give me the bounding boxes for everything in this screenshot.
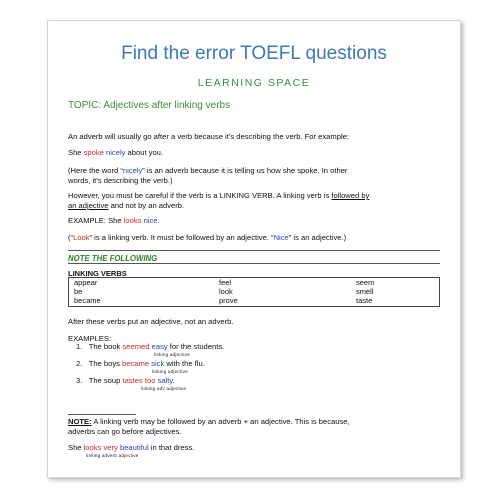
after-verbs-text: After these verbs put an adjective, not an adverb. — [68, 317, 234, 326]
final-example-adjective: beautiful — [119, 443, 149, 452]
verb-cell: prove — [219, 296, 238, 305]
however-paragraph — [68, 191, 442, 211]
example-number: 3. — [76, 376, 83, 385]
example-looks-nice — [68, 216, 442, 226]
linking-verbs-column-2 — [219, 278, 238, 305]
example-number: 1. — [76, 342, 83, 351]
example-after: . — [172, 376, 175, 385]
paren-close: ” is an adjective.) — [288, 233, 347, 242]
divider-bottom — [68, 263, 440, 264]
explain-word: nicely — [122, 166, 143, 175]
example-before: The soup — [88, 376, 123, 385]
linking-verbs-column-1 — [74, 278, 101, 305]
final-note-line-1: A linking verb may be followed by an adverb + an adjective. This is because, — [91, 417, 350, 426]
example-number: 2. — [76, 359, 83, 368]
example2-adjective: nice — [143, 216, 158, 225]
verb-cell: be — [74, 287, 83, 296]
explain-paragraph — [68, 166, 442, 186]
example-after: with the flu. — [164, 359, 205, 368]
final-note — [68, 417, 442, 437]
paren-open: (“ — [68, 233, 74, 242]
final-example-after: in that dress. — [148, 443, 195, 452]
example-before: The book — [88, 342, 123, 351]
linking-verbs-table — [68, 277, 440, 307]
final-example — [68, 443, 442, 453]
example-adjective: easy — [151, 342, 168, 351]
verb-cell: feel — [219, 278, 232, 287]
example2-verb: looks — [123, 216, 142, 225]
final-example-adverb: very — [103, 443, 118, 452]
example-item-2 — [76, 359, 205, 369]
intro-example-before: She — [68, 148, 84, 157]
divider-top — [68, 250, 440, 251]
verb-cell: seem — [356, 278, 375, 287]
note-heading: NOTE THE FOLLOWING — [68, 254, 158, 263]
however-underlined-1: followed by — [331, 191, 370, 200]
verb-cell: taste — [356, 296, 373, 305]
example-linking-verb: tastes — [122, 376, 143, 385]
linking-verbs-heading: LINKING VERBS — [68, 269, 127, 278]
explain-text-1: (Here the word “ — [68, 166, 123, 175]
paren-mid: ” is a linking verb. It must be followed by an adjective. “ — [89, 233, 274, 242]
verb-cell: appear — [74, 278, 98, 287]
look-nice-explanation — [68, 233, 442, 243]
intro-example-adverb: nicely — [106, 148, 126, 157]
example-item-3 — [76, 376, 175, 386]
page-subtitle: LEARNING SPACE — [197, 77, 311, 89]
final-note-line-2: adverbs can go before adjectives. — [68, 427, 182, 436]
example-item-1 — [76, 342, 224, 352]
example-3-tags: linking adv adjective — [141, 386, 187, 391]
linking-verbs-column-3 — [356, 278, 374, 305]
examples-heading: EXAMPLES: — [68, 334, 112, 343]
example-linking-verb: seemed — [122, 342, 150, 351]
document-page — [47, 20, 461, 478]
example2-before: EXAMPLE: She — [68, 216, 124, 225]
divider-short — [68, 414, 136, 415]
intro-line: An adverb will usually go after a verb because it’s describing the verb. For example: — [68, 132, 349, 141]
example-adverb: too — [144, 376, 156, 385]
verb-cell: smell — [356, 287, 374, 296]
final-example-before: She — [68, 443, 84, 452]
however-underlined-2: an adjective — [68, 201, 109, 210]
final-example-tags: linking adverb adjective — [86, 453, 139, 458]
explain-text-2: ” is an adverb because it is telling us how she spoke. In other — [142, 166, 348, 175]
example-2-tags: linking adjective — [152, 369, 188, 374]
final-example-verb: looks — [83, 443, 102, 452]
however-text-2: and not by an adverb. — [108, 201, 185, 210]
verb-cell: became — [74, 296, 101, 305]
example-linking-verb: became — [122, 359, 150, 368]
paren-nice: Nice — [273, 233, 289, 242]
verb-cell: look — [219, 287, 233, 296]
topic-heading: TOPIC: Adjectives after linking verbs — [68, 100, 231, 111]
example2-after: . — [157, 216, 160, 225]
example-adjective: sick — [151, 359, 165, 368]
intro-example-verb: spoke — [83, 148, 104, 157]
example-after: for the students. — [167, 342, 225, 351]
however-text-1: However, you must be careful if the verb is a LINKING VERB. A linking verb is — [68, 191, 332, 200]
page-title: Find the error TOEFL questions — [121, 43, 387, 64]
explain-text-3: words, it’s describing the verb.) — [68, 176, 173, 185]
intro-example-after: about you. — [125, 148, 164, 157]
example-before: The boys — [88, 359, 123, 368]
example-1-tags: linking adjective — [154, 352, 190, 357]
final-note-label: NOTE: — [68, 417, 92, 426]
paren-look: Look — [73, 233, 90, 242]
example-adjective: salty — [157, 376, 173, 385]
intro-example — [68, 148, 442, 158]
